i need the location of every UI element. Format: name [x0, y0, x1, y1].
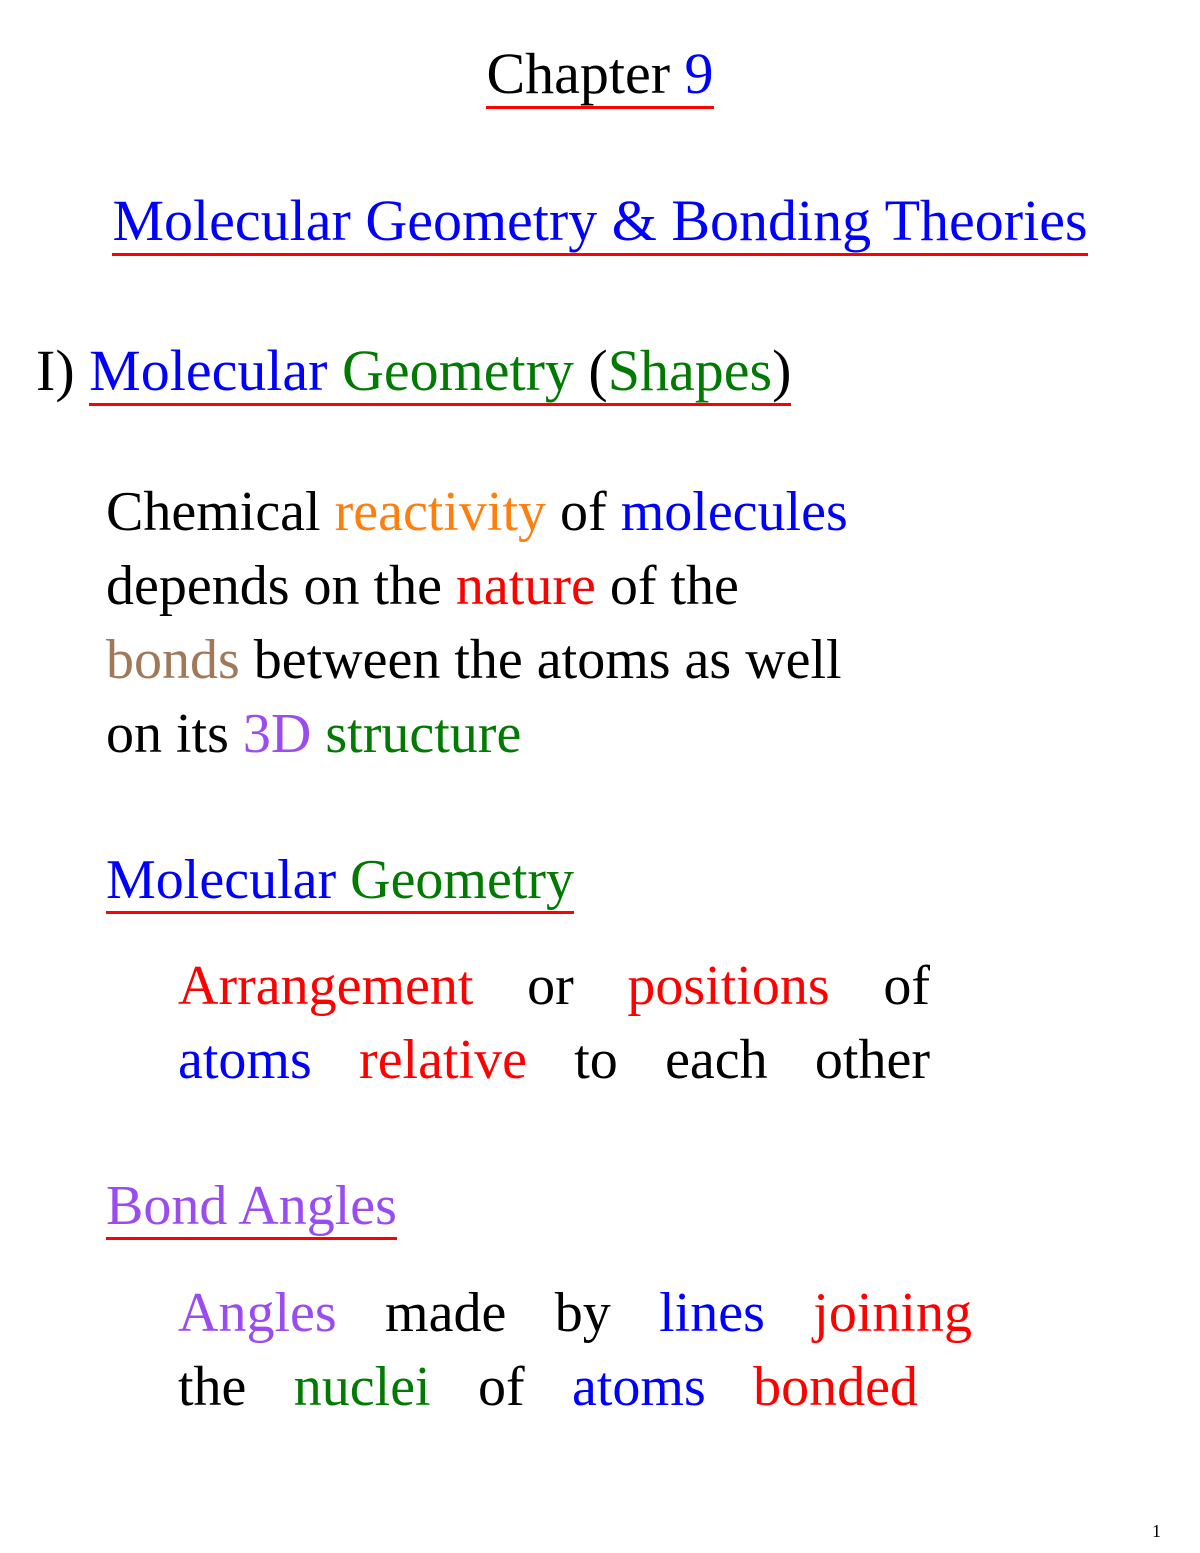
word-lines: lines: [659, 1282, 765, 1344]
word-nature: nature: [455, 555, 596, 617]
word: on its: [106, 703, 229, 765]
angles-definition-line-1: [178, 1282, 972, 1344]
word-atoms: atoms: [178, 1029, 312, 1091]
geometry-definition-line-2: [178, 1029, 930, 1091]
word-bonds: bonds: [106, 629, 240, 691]
word: made: [385, 1282, 507, 1344]
word: to: [574, 1029, 618, 1091]
word-structure: structure: [325, 703, 522, 765]
chapter-number: 9: [684, 41, 714, 106]
chapter-word: Chapter: [486, 41, 671, 106]
word-atoms: atoms: [571, 1356, 706, 1418]
chapter-title: [0, 41, 1200, 106]
word-joining: joining: [813, 1282, 972, 1344]
geometry-definition-line-1: [178, 955, 930, 1017]
word-molecules: molecules: [620, 481, 848, 543]
word-positions: positions: [627, 955, 830, 1017]
word: other: [814, 1029, 930, 1091]
word-3d: 3D: [242, 703, 312, 765]
section-word-geometry: Geometry: [341, 338, 574, 403]
heading-word-molecular: Molecular: [106, 849, 337, 911]
bond-angles-heading: [106, 1175, 397, 1237]
word-arrangement: Arrangement: [178, 955, 474, 1017]
heading-word-geometry: Geometry: [350, 849, 575, 911]
word: of: [477, 1356, 525, 1418]
molecular-geometry-underline: [106, 849, 575, 911]
section-heading: [36, 338, 792, 403]
word-bonded: bonded: [753, 1356, 918, 1418]
chapter-title-underline: [486, 41, 714, 106]
word: each: [665, 1029, 768, 1091]
word-angles: Angles: [178, 1282, 337, 1344]
angles-definition-line-2: [178, 1356, 918, 1418]
word: or: [527, 955, 574, 1017]
molecular-geometry-heading: [106, 849, 575, 911]
word-reactivity: reactivity: [334, 481, 547, 543]
page-number: 1: [1152, 1521, 1161, 1541]
word: the: [178, 1356, 247, 1418]
section-heading-underline: [89, 338, 792, 403]
word: of the: [609, 555, 739, 617]
section-numeral: I): [36, 338, 75, 403]
word: Chemical: [106, 481, 321, 543]
subtitle-text: Molecular Geometry & Bonding Theories: [112, 188, 1088, 253]
word: between the atoms as well: [253, 629, 842, 691]
section-paren-open: (: [588, 338, 608, 403]
paragraph-line-4: [106, 703, 522, 765]
word: depends on the: [106, 555, 442, 617]
section-word-shapes: Shapes: [607, 338, 773, 403]
word-nuclei: nuclei: [293, 1356, 431, 1418]
word: of: [883, 955, 930, 1017]
word-relative: relative: [359, 1029, 527, 1091]
paragraph-line-2: [106, 555, 739, 617]
word: by: [554, 1282, 611, 1344]
chapter-subtitle: [0, 188, 1200, 253]
section-paren-close: ): [772, 338, 792, 403]
bond-angles-text: Bond Angles: [106, 1175, 397, 1237]
paragraph-line-3: [106, 629, 842, 691]
paragraph-line-1: [106, 481, 848, 543]
word: of: [560, 481, 607, 543]
section-word-molecular: Molecular: [89, 338, 328, 403]
